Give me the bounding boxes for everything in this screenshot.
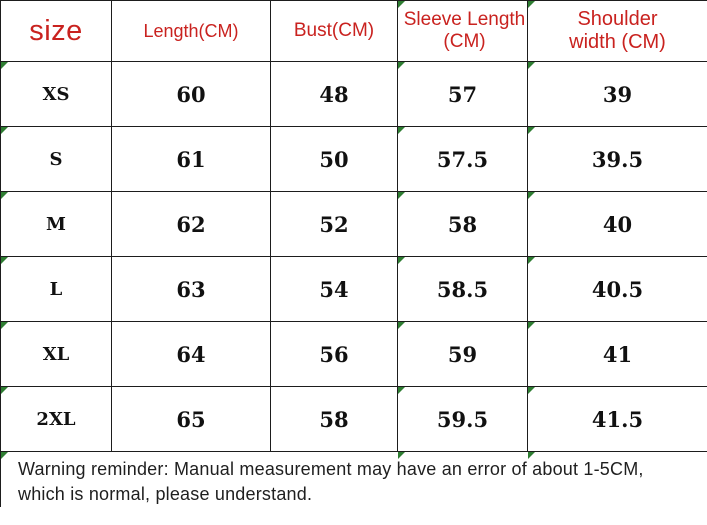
- bust-value: 52: [319, 211, 349, 237]
- sleeve-value-cell: [398, 322, 528, 387]
- sleeve-value-cell: [398, 257, 528, 322]
- size-label: L: [49, 278, 63, 300]
- table-row-s: [1, 127, 707, 192]
- header-cell-length: [112, 1, 271, 62]
- shoulder-value: 39: [602, 81, 633, 107]
- table-row-xs: [1, 62, 707, 127]
- shoulder-value-cell: [528, 257, 707, 322]
- header-shoulder-line1: Shoulder: [577, 8, 658, 30]
- shoulder-value: 41.5: [591, 406, 644, 432]
- cell-corner-marker-icon: [528, 322, 535, 329]
- size-label: XS: [42, 83, 70, 105]
- bust-value: 48: [319, 81, 349, 107]
- cell-corner-marker-icon: [528, 192, 535, 199]
- cell-corner-marker-icon: [1, 322, 8, 329]
- bust-value-cell: [271, 62, 398, 127]
- length-value-cell: [112, 257, 271, 322]
- sleeve-value-cell: [398, 192, 528, 257]
- table-row-l: [1, 257, 707, 322]
- warning-footer: [0, 452, 707, 507]
- cell-corner-marker-icon: [528, 127, 535, 134]
- size-label-cell: [1, 62, 112, 127]
- length-value: 63: [176, 276, 206, 302]
- header-cell-shoulder-width: [528, 1, 707, 62]
- bust-value: 58: [319, 406, 349, 432]
- cell-corner-marker-icon: [398, 192, 405, 199]
- length-value-cell: [112, 192, 271, 257]
- length-value-cell: [112, 127, 271, 192]
- cell-corner-marker-icon: [1, 387, 8, 394]
- bust-value-cell: [271, 322, 398, 387]
- header-cell-bust: [271, 1, 398, 62]
- cell-corner-marker-icon: [1, 62, 8, 69]
- cell-corner-marker-icon: [398, 127, 405, 134]
- table-row-xl: [1, 322, 707, 387]
- bust-value-cell: [271, 387, 398, 452]
- cell-corner-marker-icon: [1, 257, 8, 264]
- cell-corner-marker-icon: [398, 1, 405, 8]
- sleeve-value-cell: [398, 387, 528, 452]
- cell-corner-marker-icon: [398, 322, 405, 329]
- sleeve-value-cell: [398, 127, 528, 192]
- shoulder-value-cell: [528, 192, 707, 257]
- sleeve-value-cell: [398, 62, 528, 127]
- shoulder-value: 40.5: [591, 276, 644, 302]
- shoulder-value-cell: [528, 127, 707, 192]
- length-value: 61: [176, 146, 206, 172]
- bust-value: 54: [319, 276, 349, 302]
- size-label-cell: [1, 387, 112, 452]
- length-value: 64: [176, 341, 206, 367]
- sleeve-value: 58: [447, 211, 478, 237]
- shoulder-value: 41: [602, 341, 633, 367]
- sleeve-value: 57.5: [436, 146, 489, 172]
- size-label: 2XL: [36, 408, 76, 430]
- bust-value-cell: [271, 257, 398, 322]
- header-sleeve-line2: (CM): [443, 31, 486, 52]
- size-label-cell: [1, 192, 112, 257]
- warning-note: Warning reminder: Manual measurement may have an error of about 1-5CM, which is normal, please understand.: [18, 459, 644, 504]
- shoulder-value-cell: [528, 387, 707, 452]
- size-label: S: [49, 148, 63, 170]
- cell-corner-marker-icon: [528, 62, 535, 69]
- cell-corner-marker-icon: [528, 257, 535, 264]
- length-value-cell: [112, 387, 271, 452]
- cell-corner-marker-icon: [398, 62, 405, 69]
- cell-corner-marker-icon: [1, 452, 8, 459]
- size-label-cell: [1, 127, 112, 192]
- cell-corner-marker-icon: [528, 1, 535, 8]
- size-label-cell: [1, 322, 112, 387]
- length-value: 62: [176, 211, 206, 237]
- shoulder-value-cell: [528, 62, 707, 127]
- header-sleeve-line1: Sleeve Length: [403, 9, 526, 30]
- bust-value: 56: [319, 341, 349, 367]
- cell-corner-marker-icon: [528, 387, 535, 394]
- bust-value: 50: [319, 146, 349, 172]
- header-cell-sleeve-length: [398, 1, 528, 62]
- size-label: M: [46, 213, 66, 235]
- header-row: [1, 1, 707, 62]
- length-value-cell: [112, 62, 271, 127]
- table-row-2xl: [1, 387, 707, 452]
- shoulder-value: 39.5: [591, 146, 644, 172]
- cell-corner-marker-icon: [398, 387, 405, 394]
- bust-value-cell: [271, 127, 398, 192]
- header-bust-label: Bust(CM): [293, 20, 375, 41]
- shoulder-value-cell: [528, 322, 707, 387]
- size-label-cell: [1, 257, 112, 322]
- length-value-cell: [112, 322, 271, 387]
- shoulder-value: 40: [602, 211, 633, 237]
- sleeve-value: 57: [447, 81, 478, 107]
- length-value: 65: [176, 406, 206, 432]
- cell-corner-marker-icon: [398, 257, 405, 264]
- bust-value-cell: [271, 192, 398, 257]
- length-value: 60: [176, 81, 206, 107]
- table-row-m: [1, 192, 707, 257]
- cell-corner-marker-icon: [1, 192, 8, 199]
- size-label: XL: [42, 343, 70, 365]
- header-shoulder-line2: width (CM): [569, 31, 666, 53]
- header-size-label: size: [29, 14, 83, 47]
- sleeve-value: 59: [447, 341, 478, 367]
- header-length-label: Length(CM): [143, 20, 239, 41]
- header-cell-size: [1, 1, 112, 62]
- sleeve-value: 59.5: [436, 406, 489, 432]
- sleeve-value: 58.5: [436, 276, 489, 302]
- cell-corner-marker-icon: [1, 127, 8, 134]
